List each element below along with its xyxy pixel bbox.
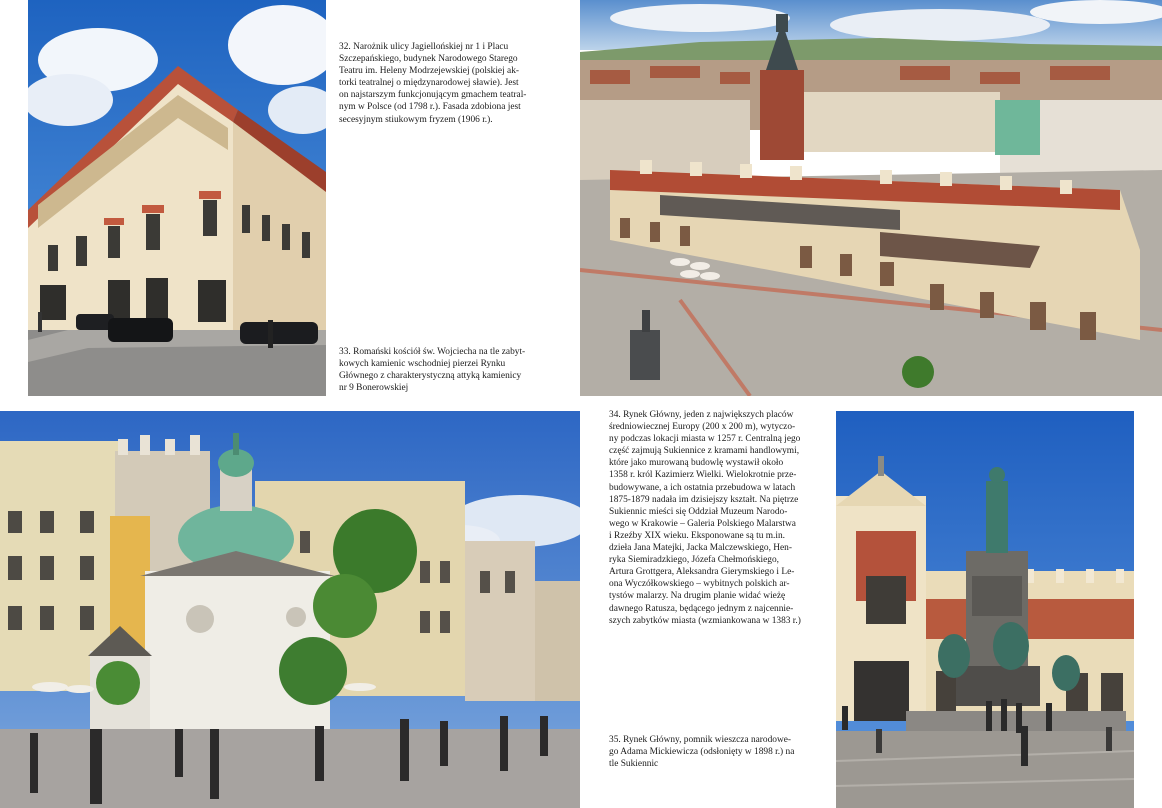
caption-33: 33. Romański kościół św. Wojciecha na tle zabyt- kowych kamienic wschodniej pierzei Rynku Głównego z charakterystyczną attyką kamienicy nr 9 Bonerowskiej — [339, 347, 526, 394]
photo-35-pomnik-mickiewicza — [836, 411, 1134, 808]
caption-34: 34. Rynek Główny, jeden z największych placów średniowiecznej Europy (200 x 200 m), wytyczo- ny podczas lokacji miasta w 1257 r. Centralną jego część zajmują Sukiennice z kramami handlowymi, które jako murowaną budowlę wystawił około 1358 r. król Kazimierz Wielki. Wielokrotnie prze- budowywane, a ich ostatnia przebudowa w latach 1875-1879 nadała im dzisiejszy kształt. Na piętrze Sukiennic mieści się Oddział Muzeum Narodo- wego w Krakowie – Galeria Polskiego Malarstwa i Rzeźby XIX wieku. Eksponowane są tu m.in. dzieła Jana Matejki, Jacka Malczewskiego, Hen- ryka Siemiradzkiego, Józefa Chełmońskiego, Artura Grottgera, Aleksandra Gierymskiego i Le- ona Wyczółkowskiego – wybitnych polskich ar- tystów malarzy. Na drugim planie widać wieżę dawnego Ratusza, będącego jednym z najcennie- szych zabytków miasta (wzmiankowana w 1383 r.) — [609, 410, 801, 626]
caption-35: 35. Rynek Główny, pomnik wieszcza narodowe- go Adama Mickiewicza (odsłonięty w 1898 r.) na tle Sukiennic — [609, 735, 795, 770]
photo-32-stary-teatr — [28, 0, 326, 396]
caption-32: 32. Narożnik ulicy Jagiellońskiej nr 1 i Placu Szczepańskiego, budynek Narodowego Starego Teatru im. Heleny Modrzejewskiej (polskiej ak- torki teatralnej o międzynarodowej sławie). Jest on najstarszym funkcjonującym gmachem teatral- nym w Polsce (od 1798 r.). Fasada zdobiona jest secesyjnym stiukowym fryzem (1906 r.). — [339, 42, 527, 125]
photo-33-kosciol-sw-wojciecha — [0, 411, 580, 808]
photo-34-rynek-glowny-sukiennice — [580, 0, 1162, 396]
